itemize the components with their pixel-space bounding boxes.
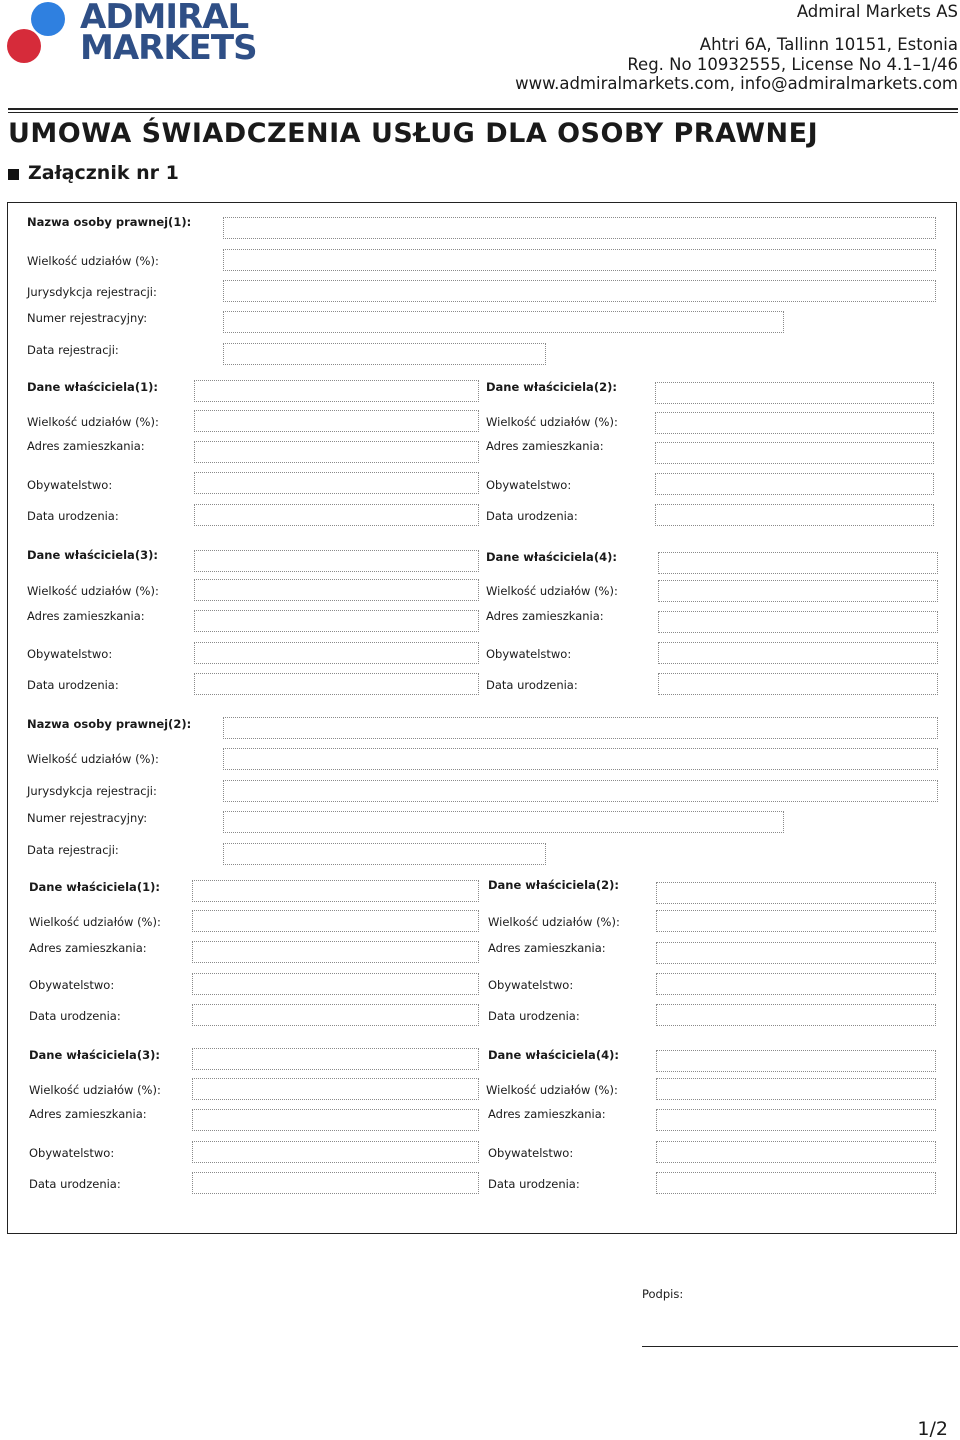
- e1-owner2-birthdate-label: Data urodzenia:: [486, 509, 578, 523]
- e2-owner3-citizenship-label: Obywatelstwo:: [29, 1146, 115, 1160]
- entity1-regnumber-field[interactable]: [223, 311, 784, 333]
- e2-owner1-label: Dane właściciela(1):: [29, 880, 160, 894]
- e1-owner3-address-field[interactable]: [194, 610, 479, 632]
- entity1-name-label: Nazwa osoby prawnej(1):: [27, 215, 192, 229]
- e1-owner1-label: Dane właściciela(1):: [27, 380, 158, 394]
- entity1-share-label: Wielkość udziałów (%):: [27, 254, 159, 268]
- e1-owner1-citizenship-label: Obywatelstwo:: [27, 478, 113, 492]
- e1-owner1-share-field[interactable]: [194, 410, 479, 432]
- e2-owner2-citizenship-label: Obywatelstwo:: [488, 978, 574, 992]
- e2-owner3-address-label: Adres zamieszkania:: [29, 1107, 147, 1121]
- entity1-name-field[interactable]: [223, 217, 936, 239]
- e1-owner3-label: Dane właściciela(3):: [27, 548, 158, 562]
- e1-owner1-birthdate-field[interactable]: [194, 504, 479, 526]
- e2-owner1-citizenship-label: Obywatelstwo:: [29, 978, 115, 992]
- header-divider-thin: [8, 112, 958, 113]
- header-divider-thick: [8, 108, 958, 110]
- e2-owner1-share-label: Wielkość udziałów (%):: [29, 915, 161, 929]
- e2-owner4-birthdate-field[interactable]: [656, 1172, 936, 1194]
- company-address: Ahtri 6A, Tallinn 10151, Estonia: [699, 35, 958, 54]
- e2-owner4-address-label: Adres zamieszkania:: [488, 1107, 606, 1121]
- company-name: Admiral Markets AS: [796, 2, 958, 21]
- entity2-jurisdiction-field[interactable]: [223, 780, 938, 802]
- e1-owner3-address-label: Adres zamieszkania:: [27, 609, 145, 623]
- e1-owner4-birthdate-label: Data urodzenia:: [486, 678, 578, 692]
- entity1-regdate-field[interactable]: [223, 343, 546, 365]
- e2-owner2-share-field[interactable]: [656, 910, 936, 932]
- entity2-share-label: Wielkość udziałów (%):: [27, 752, 159, 766]
- entity2-regdate-field[interactable]: [223, 843, 546, 865]
- e2-owner4-address-field[interactable]: [656, 1109, 936, 1131]
- entity2-name-label: Nazwa osoby prawnej(2):: [27, 717, 192, 731]
- e2-owner4-citizenship-field[interactable]: [656, 1141, 936, 1163]
- e1-owner3-birthdate-field[interactable]: [194, 673, 479, 695]
- e2-owner2-share-label: Wielkość udziałów (%):: [488, 915, 620, 929]
- e1-owner1-address-label: Adres zamieszkania:: [27, 439, 145, 453]
- entity2-share-field[interactable]: [223, 748, 938, 770]
- e2-owner3-field[interactable]: [192, 1048, 479, 1070]
- e2-owner2-birthdate-field[interactable]: [656, 1004, 936, 1026]
- entity2-regnumber-label: Numer rejestracyjny:: [27, 811, 148, 825]
- e1-owner3-citizenship-label: Obywatelstwo:: [27, 647, 113, 661]
- e1-owner1-share-label: Wielkość udziałów (%):: [27, 415, 159, 429]
- e2-owner3-birthdate-label: Data urodzenia:: [29, 1177, 121, 1191]
- e2-owner3-share-field[interactable]: [192, 1078, 479, 1100]
- e1-owner4-address-field[interactable]: [658, 611, 938, 633]
- logo-red-circle: [7, 29, 41, 63]
- e1-owner3-share-label: Wielkość udziałów (%):: [27, 584, 159, 598]
- e2-owner3-citizenship-field[interactable]: [192, 1141, 479, 1163]
- e1-owner4-address-label: Adres zamieszkania:: [486, 609, 604, 623]
- entity2-regdate-label: Data rejestracji:: [27, 843, 119, 857]
- e1-owner3-share-field[interactable]: [194, 579, 479, 601]
- e1-owner2-citizenship-field[interactable]: [655, 473, 934, 495]
- e2-owner4-share-field[interactable]: [656, 1078, 936, 1100]
- entity1-jurisdiction-field[interactable]: [223, 280, 936, 302]
- document-subtitle: Załącznik nr 1: [28, 162, 179, 184]
- entity2-jurisdiction-label: Jurysdykcja rejestracji:: [27, 784, 157, 798]
- e2-owner2-label: Dane właściciela(2):: [488, 878, 619, 892]
- signature-line[interactable]: [642, 1346, 958, 1347]
- entity2-name-field[interactable]: [223, 717, 938, 739]
- e2-owner1-field[interactable]: [192, 880, 479, 902]
- e1-owner4-birthdate-field[interactable]: [658, 673, 938, 695]
- e1-owner2-share-field[interactable]: [655, 412, 934, 434]
- e1-owner2-share-label: Wielkość udziałów (%):: [486, 415, 618, 429]
- e1-owner1-birthdate-label: Data urodzenia:: [27, 509, 119, 523]
- e1-owner2-citizenship-label: Obywatelstwo:: [486, 478, 572, 492]
- e1-owner2-birthdate-field[interactable]: [655, 504, 934, 526]
- e2-owner3-label: Dane właściciela(3):: [29, 1048, 160, 1062]
- e2-owner2-address-field[interactable]: [656, 942, 936, 964]
- e2-owner4-field[interactable]: [656, 1050, 936, 1072]
- e1-owner2-address-field[interactable]: [655, 442, 934, 464]
- bullet-square-icon: [8, 169, 19, 180]
- document-title: UMOWA ŚWIADCZENIA USŁUG DLA OSOBY PRAWNEJ: [8, 118, 819, 149]
- e2-owner4-citizenship-label: Obywatelstwo:: [488, 1146, 574, 1160]
- e1-owner2-field[interactable]: [655, 382, 934, 404]
- e2-owner4-birthdate-label: Data urodzenia:: [488, 1177, 580, 1191]
- e1-owner4-label: Dane właściciela(4):: [486, 550, 617, 564]
- e1-owner4-citizenship-field[interactable]: [658, 642, 938, 664]
- entity1-regnumber-label: Numer rejestracyjny:: [27, 311, 148, 325]
- e1-owner1-citizenship-field[interactable]: [194, 472, 479, 494]
- e1-owner4-citizenship-label: Obywatelstwo:: [486, 647, 572, 661]
- e2-owner3-birthdate-field[interactable]: [192, 1172, 479, 1194]
- e2-owner4-label: Dane właściciela(4):: [488, 1048, 619, 1062]
- company-website: www.admiralmarkets.com, info@admiralmarkets.com: [515, 74, 958, 93]
- e1-owner4-share-field[interactable]: [658, 580, 938, 602]
- entity1-share-field[interactable]: [223, 249, 936, 271]
- e2-owner1-birthdate-field[interactable]: [192, 1004, 479, 1026]
- entity2-regnumber-field[interactable]: [223, 811, 784, 833]
- logo-text-line1: ADMIRAL: [80, 0, 249, 37]
- e1-owner4-share-label: Wielkość udziałów (%):: [486, 584, 618, 598]
- e1-owner2-label: Dane właściciela(2):: [486, 380, 617, 394]
- company-registration: Reg. No 10932555, License No 4.1–1/46: [627, 55, 958, 74]
- e2-owner1-address-field[interactable]: [192, 941, 479, 963]
- e1-owner3-birthdate-label: Data urodzenia:: [27, 678, 119, 692]
- entity1-regdate-label: Data rejestracji:: [27, 343, 119, 357]
- e2-owner3-share-label: Wielkość udziałów (%):: [29, 1083, 161, 1097]
- e1-owner3-citizenship-field[interactable]: [194, 642, 479, 664]
- logo-blue-circle: [31, 2, 65, 36]
- page-number: 1/2: [917, 1418, 948, 1440]
- e2-owner1-share-field[interactable]: [192, 910, 479, 932]
- e2-owner2-address-label: Adres zamieszkania:: [488, 941, 606, 955]
- e2-owner4-share-label: Wielkość udziałów (%):: [486, 1083, 618, 1097]
- entity1-jurisdiction-label: Jurysdykcja rejestracji:: [27, 285, 157, 299]
- e1-owner1-field[interactable]: [194, 380, 479, 402]
- e2-owner2-citizenship-field[interactable]: [656, 973, 936, 995]
- e1-owner1-address-field[interactable]: [194, 441, 479, 463]
- e2-owner2-field[interactable]: [656, 882, 936, 904]
- e2-owner3-address-field[interactable]: [192, 1109, 479, 1131]
- e2-owner1-citizenship-field[interactable]: [192, 973, 479, 995]
- signature-label: Podpis:: [642, 1287, 684, 1301]
- e2-owner1-address-label: Adres zamieszkania:: [29, 941, 147, 955]
- logo-text-line2: MARKETS: [80, 28, 257, 68]
- e1-owner4-field[interactable]: [658, 552, 938, 574]
- e2-owner2-birthdate-label: Data urodzenia:: [488, 1009, 580, 1023]
- e1-owner2-address-label: Adres zamieszkania:: [486, 439, 604, 453]
- e1-owner3-field[interactable]: [194, 550, 479, 572]
- e2-owner1-birthdate-label: Data urodzenia:: [29, 1009, 121, 1023]
